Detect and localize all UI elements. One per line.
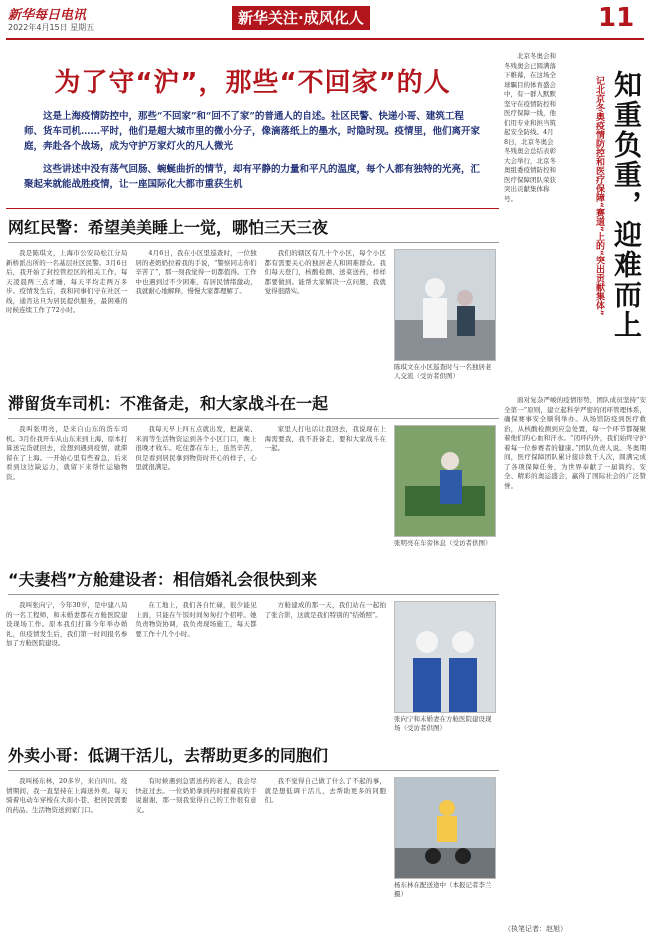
sidebar-title-box xyxy=(560,52,646,392)
issue-date: 2022年4月15日 星期五 xyxy=(8,23,95,32)
sidebar-article xyxy=(504,46,646,936)
section-police xyxy=(6,215,499,385)
article-column: 在工地上，我们各自忙碌，很少能见上面，只能在午饭时间匆匆打个招呼。她负责物资协调，我负责现场施工，每天都要工作十几个小时。 xyxy=(135,601,257,638)
photo-caption: 张明亮在车旁休息（受访者供图） xyxy=(394,539,492,547)
photo-caption: 陈琪文在小区巡查时与一名独居老人交流（受访者供图） xyxy=(394,363,492,380)
article-column: 我们的辖区有几十个小区，每个小区都有需要关心的独居老人和困难群众。我们每天登门，核酸检测、送菜送药，样样都要做到。能帮大家解决一点问题，我就觉得很踏实。 xyxy=(264,249,386,295)
newspaper-brand: 新华每日电讯 xyxy=(8,8,87,23)
main-feature xyxy=(6,46,499,936)
section-title: “夫妻档”方舱建设者：相信婚礼会很快到来 xyxy=(8,567,499,595)
section-driver xyxy=(6,391,499,561)
intro-paragraph-1: 这是上海疫情防控中，那些“不回家”和“回不了家”的普通人的自述。社区民警、快递小哥、建筑工程师、货车司机……平时，他们是超大城市里的微小分子，像滴落纸上的墨水，时隐时现。疫情里，他们离开家庭，奔赴各个战场，成为守护万家灯火的凡人微光 xyxy=(24,111,481,152)
intro-box xyxy=(6,109,499,209)
section-courier xyxy=(6,743,499,903)
page-number: 11 xyxy=(598,3,635,33)
article-column: 我叫张明亮，是来自山东的货车司机。3月份我开车从山东来到上海，原本打算送完货就回去，没想到遇到疫情，就滞留在了上海。一开始心里有些着急，后来看到这边缺运力，就留下来帮忙运输物资。 xyxy=(6,425,128,481)
sidebar-body-text: 面对复杂严峻的疫情形势，团队成员坚持“安全第一”原则，建立起科学严密的闭环管理体系，确保赛事安全顺利举办。从场馆防疫到医疗救治，从核酸检测到应急处置，每一个环节都凝聚着他们的心血和汗水。“闭环内外，我们始终守护着每一位参赛者的健康。”团队负责人说。冬奥期间，医疗保障团队累计接诊数千人次，圆满完成了各项保障任务，为世界奉献了一届简约、安全、精彩的奥运盛会，赢得了国际社会的广泛赞誉。 xyxy=(504,396,646,490)
section-couple xyxy=(6,567,499,737)
masthead xyxy=(0,0,650,42)
article-column: 家里人打电话让我回去，我说现在上海需要我，我不准备走，要和大家战斗在一起。 xyxy=(264,425,386,452)
photo-driver xyxy=(394,425,496,537)
article-column: 方舱建成的那一天，我们站在一起拍了张合影，这就是我们特别的“结婚照”。 xyxy=(264,601,386,619)
photo-caption: 杨东林在配送途中（本报记者李兰 摄） xyxy=(394,881,492,898)
article-column: 我是陈琪文，上海市公安局松江分局新桥派出所的一名基层社区民警。3月6日后，我开始了封控管控区的相关工作，每天凌晨两三点才睡，每天平均走两万多步。疫情发生后，我和同事们守在社区一线，通宵达旦为居民提供服务，最困难的时候连续工作了72小时。 xyxy=(6,249,128,314)
headline: 为了守“沪”，那些“不回家”的人 xyxy=(54,68,451,98)
article-column: 4月6日，我在小区里巡查时，一位独居的老奶奶拉着我的手说，“警察同志你们辛苦了”，那一刻我觉得一切都值得。工作中也遇到过不少困难，有居民情绪激动，我就耐心地解释，慢慢大家都理解了。 xyxy=(135,249,257,295)
photo-caption: 张向宁和未婚妻在方舱医院建设现场（受访者供图） xyxy=(394,715,492,732)
section-title: 网红民警：希望美美睡上一觉，哪怕三天三夜 xyxy=(8,215,499,243)
article-column: 我不觉得自己做了什么了不起的事，就是想低调干活儿，去帮助更多的同胞们。 xyxy=(264,777,386,804)
masthead-rule xyxy=(6,38,644,40)
column-banner: 新华关注·成风化人 xyxy=(232,6,370,30)
section-title: 外卖小哥：低调干活儿，去帮助更多的同胞们 xyxy=(8,743,499,771)
article-column: 我每天早上四五点就出发，把蔬菜、米面等生活物资运到各个小区门口，晚上很晚才收车。吃住都在车上，虽然辛苦，但是看到居民拿到物资时开心的样子，心里就很满足。 xyxy=(135,425,257,471)
article-column: 有时候遇到急需送药的老人，我会尽快赶过去。一位奶奶拿到药时握着我的手说谢谢，那一刻我觉得自己的工作很有意义。 xyxy=(135,777,257,814)
article-column: 我叫张向宁，今年30岁，是中建八局的一名工程师，和未婚妻都在方舱医院建设现场工作。原本我们打算今年举办婚礼，但疫情发生后，我们第一时间报名参加了方舱医院建设。 xyxy=(6,601,128,647)
sidebar-title: 知重负重，迎难而上 xyxy=(610,70,643,340)
section-title: 滞留货车司机：不准备走，和大家战斗在一起 xyxy=(8,391,499,419)
photo-couple xyxy=(394,601,496,713)
photo-courier xyxy=(394,777,496,879)
sidebar-subtitle: 记北京冬奥疫情防控和医疗保障“赛道”上的“突出贡献集体” xyxy=(594,76,604,316)
photo-police xyxy=(394,249,496,361)
intro-paragraph-2: 这些讲述中没有荡气回肠、蜿蜒曲折的情节，却有平静的力量和平凡的温度，每个人都有独特的光亮，汇聚起来就能战胜疫情，让一座国际化大都市重获生机 xyxy=(24,164,481,190)
article-column: 我叫杨东林，20多岁，来自四川。疫情期间，我一直坚持在上海送外卖。每天骑着电动车穿梭在大街小巷，把居民需要的药品、生活物资送到家门口。 xyxy=(6,777,128,814)
sidebar-lead-text: 北京冬奥会和冬残奥会已圆满落下帷幕，在这场全球瞩目的体育盛会中，有一群人默默坚守在疫情防控和医疗保障一线，他们用专业和担当筑起安全防线。4月8日，北京冬奥会冬残奥会总结表彰大会举行，北京冬奥组委疫情防控和医疗保障团队荣获突出贡献集体称号。 xyxy=(504,52,556,203)
sidebar-credit: （执笔记者：赵旭） xyxy=(504,925,567,933)
